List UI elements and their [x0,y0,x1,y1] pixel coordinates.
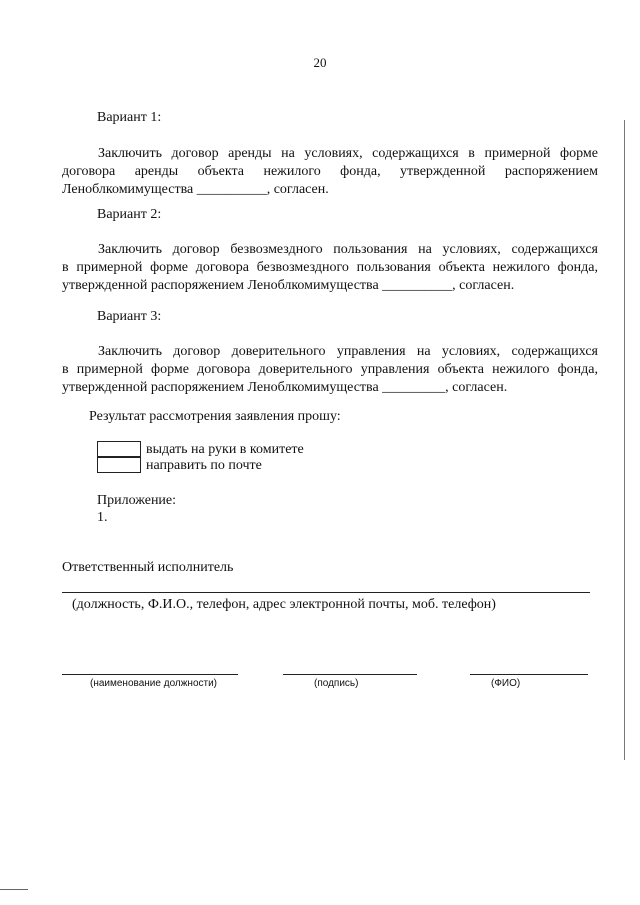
variant-2-text [62,241,598,295]
variant-3-line: в примерной форме договора доверительного управления объекта нежилого фонда, [62,362,598,377]
name-caption: (ФИО) [491,678,521,689]
option-hand-delivery-checkbox[interactable] [97,441,141,457]
variant-3-text [62,343,598,397]
variant-1-text [62,145,598,199]
position-caption: (наименование должности) [90,678,218,689]
variant-3-heading: Вариант 3: [97,309,162,324]
attachment-item: 1. [97,510,108,525]
variant-3-line: Заключить договор доверительного управления на условиях, содержащихся [98,344,598,359]
scan-edge-line [624,120,625,760]
variant-1-line: договора аренды объекта нежилого фонда, утвержденной распоряжением [62,164,598,179]
variant-3-line: утвержденной распоряжением Леноблкомимущества _________, согласен. [62,380,508,395]
result-heading: Результат рассмотрения заявления прошу: [89,409,341,424]
option-mail-label: направить по почте [146,458,262,473]
variant-1-heading: Вариант 1: [97,110,162,125]
variant-2-line: утвержденной распоряжением Леноблкомимущества __________, согласен. [62,278,515,293]
bottom-edge-mark [0,889,28,890]
name-signature-line [470,674,588,675]
variant-2-heading: Вариант 2: [97,207,162,222]
variant-2-line: Заключить договор безвозмездного пользования на условиях, содержащихся [98,242,598,257]
responsible-label: Ответственный исполнитель [62,560,234,575]
position-signature-line [62,674,238,675]
option-hand-delivery-label: выдать на руки в комитете [146,442,304,457]
page-number: 20 [313,55,327,70]
variant-2-line: в примерной форме договора безвозмездного пользования объекта нежилого фонда, [62,260,598,275]
variant-1-line: Леноблкомимущества __________, согласен. [62,182,329,197]
attachment-heading: Приложение: [97,493,177,508]
signature-line [283,674,417,675]
responsible-caption: (должность, Ф.И.О., телефон, адрес электронной почты, моб. телефон) [72,597,496,612]
responsible-fill-line [62,592,590,593]
signature-caption: (подпись) [314,678,359,689]
option-mail-checkbox[interactable] [97,457,141,473]
variant-1-line: Заключить договор аренды на условиях, содержащихся в примерной форме [98,146,598,161]
